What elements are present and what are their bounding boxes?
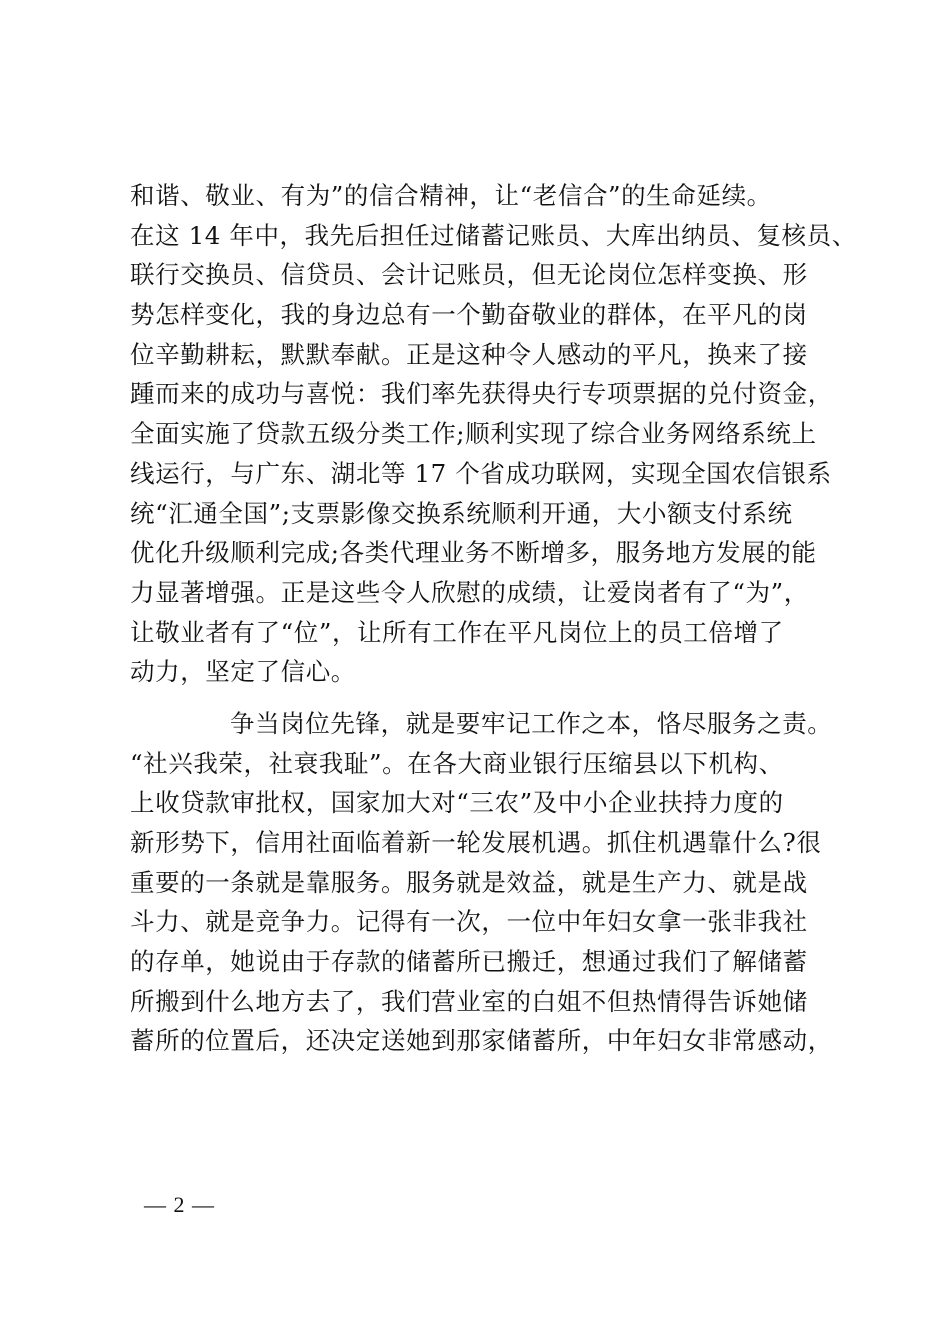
text-line: 踵而来的成功与喜悦：我们率先获得央行专项票据的兑付资金， — [130, 379, 833, 409]
paragraph-1 — [130, 176, 857, 692]
text-line: 优化升级顺利完成;各类代理业务不断增多，服务地方发展的能 — [130, 538, 817, 568]
text-line: 的存单，她说由于存款的储蓄所已搬迁，想通过我们了解储蓄 — [130, 947, 808, 977]
paragraph-spacing — [130, 692, 850, 704]
text-line: 在这 14 年中，我先后担任过储蓄记账员、大库出纳员、复核员、 — [130, 220, 857, 250]
page-number: — 2 — — [144, 1192, 215, 1217]
body-text — [130, 176, 857, 1061]
text-line: 动力，坚定了信心。 — [130, 657, 356, 687]
text-line: 重要的一条就是靠服务。服务就是效益，就是生产力、就是战 — [130, 867, 808, 897]
text-line: 和谐、敬业、有为”的信合精神，让“老信合”的生命延续。 — [130, 181, 772, 210]
text-line: 上收贷款审批权，国家加大对“三农”及中小企业扶持力度的 — [130, 788, 784, 818]
text-line: 蓄所的位置后，还决定送她到那家储蓄所，中年妇女非常感动， — [130, 1026, 833, 1056]
text-line: “社兴我荣，社衰我耻”。在各大商业银行压缩县以下机构、 — [130, 748, 784, 778]
paragraph-2 — [130, 704, 850, 1061]
text-line: 斗力、就是竞争力。记得有一次，一位中年妇女拿一张非我社 — [130, 907, 808, 937]
text-line: 线运行，与广东、湖北等 17 个省成功联网，实现全国农信银系 — [130, 458, 832, 488]
text-line: 势怎样变化，我的身边总有一个勤奋敬业的群体，在平凡的岗 — [130, 300, 808, 330]
text-line: 新形势下，信用社面临着新一轮发展机遇。抓住机遇靠什么?很 — [130, 828, 822, 857]
text-line: 所搬到什么地方去了，我们营业室的白姐不但热情得告诉她储 — [130, 986, 808, 1016]
text-line: 争当岗位先锋，就是要牢记工作之本，恪尽服务之责。 — [230, 708, 833, 738]
text-line: 全面实施了贷款五级分类工作;顺利实现了综合业务网络系统上 — [130, 419, 817, 449]
text-line: 让敬业者有了“位”，让所有工作在平凡岗位上的员工倍增了 — [130, 617, 784, 647]
text-line: 力显著增强。正是这些令人欣慰的成绩，让爱岗者有了“为”， — [130, 577, 809, 607]
text-line: 位辛勤耕耘，默默奉献。正是这种令人感动的平凡，换来了接 — [130, 339, 808, 369]
text-line: 统“汇通全国”;支票影像交换系统顺利开通，大小额支付系统 — [130, 498, 793, 528]
text-line: 联行交换员、信贷员、会计记账员，但无论岗位怎样变换、形 — [130, 260, 808, 290]
